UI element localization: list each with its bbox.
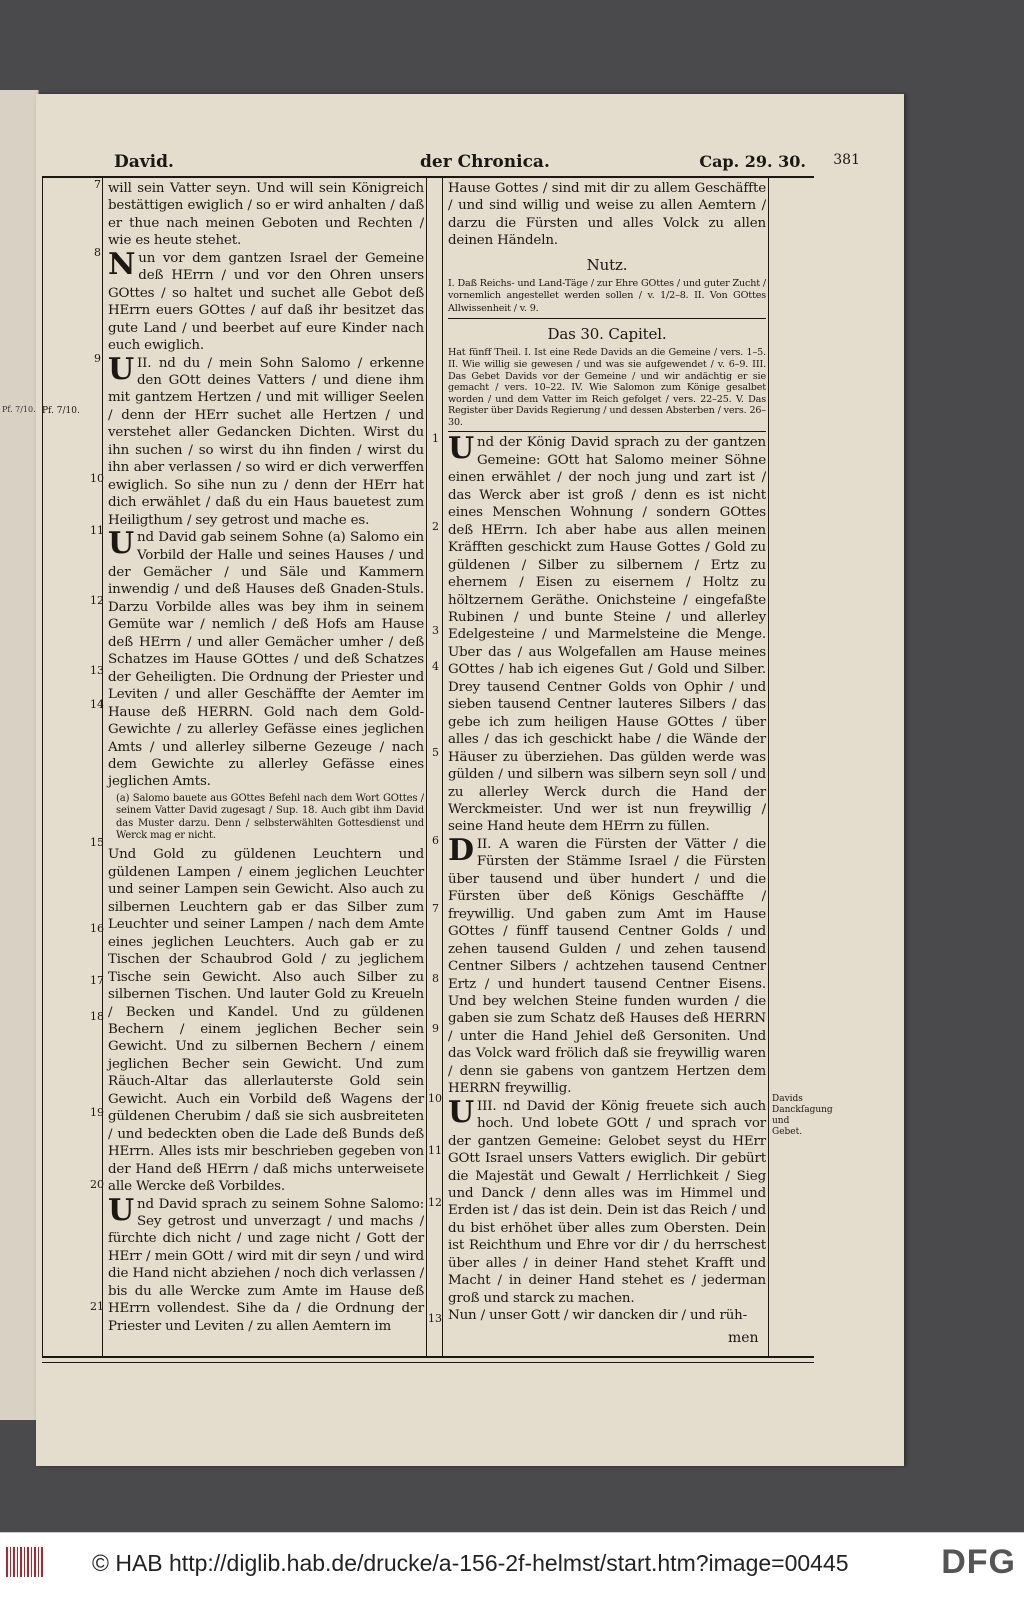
paragraph <box>108 1192 424 1336</box>
verse-number: 9 <box>432 1022 439 1035</box>
right-column-rule <box>768 176 769 1356</box>
source-link[interactable]: © HAB http://diglib.hab.de/drucke/a-156-2f-helmst/start.htm?image=00445 <box>92 1550 849 1576</box>
paragraph-text: nd der König David sprach zu der gantzen Gemeine: GOtt hat Salomo meiner Söhne einen erwählet / der noch jung und zart ist / das Werck aber ist groß / denn es ist nicht eines Menschen Wohnung / sondern GOttes deß HErrn. Ich aber habe aus allen meinen Kräfften geschickt zum Hause Gottes / Gold zu güldenen / Silber zu silbernem / Ertz zu ehernem / Eisen zu eisernem / Holtz zu höltzernem Geräthe. Onichsteine / eingefaßte Rubinen / und bunte Steine / und allerley Edelgesteine / und Marmelsteine die Menge. Uber das / aus Wolgefallen am Hause meines GOttes / hab ich eigenes Gut / Gold und Silber. Drey tausend Centner Golds von Ophir / und sieben tausend Centner lauteres Silbers / das gebe ich zum heiligen Hause GOttes / über alles / das ich geschickt habe / die Wände der Häuser zu überziehen. Das gülden werde was gülden / und silbern was silbern seyn soll / und zu allerley Werck durch die Hand der Werckmeister. Und wer ist nun freywillig / seine Hand heute dem HErrn zu füllen. <box>448 435 766 835</box>
chapter-heading: Das 30. Capitel. <box>547 325 667 344</box>
verse-number: 15 <box>90 836 104 849</box>
nutz-heading: Nutz. <box>586 255 628 274</box>
margin-reference: Pf. 7/10. <box>42 406 80 416</box>
hab-logo-icon <box>6 1547 44 1577</box>
verse-number: 16 <box>90 922 104 935</box>
header-chapter: Cap. 29. 30. <box>699 152 806 171</box>
verse-number: 21 <box>90 1300 104 1313</box>
verse-number: 1 <box>432 432 439 445</box>
paragraph-text: II. A waren die Fürsten der Vätter / die Fürsten der Stämme Israel / die Fürsten über tausend und über hundert / und die Fürsten über deß Königs Geschäffte / freywillig. Und gaben zum Amt im Hause GOttes / fünff tausend Centner Golds / und zehen tausend Gulden / und zehen tausend Centner Silbers / achtzehen tausend Centner Ertz / und hundert tausend Centner Eisens. Und bey welchen Steine funden wurden / die gaben sie zum Schatz deß Hauses deß HERRN / unter die Hand Jehiel deß Gersoniten. Und das Volck ward frölich daß sie freywillig waren / denn sie gabens von gantzem Hertzen dem HERRN freywillig. <box>448 836 766 1097</box>
section-divider <box>448 431 766 432</box>
footer-bar <box>0 1532 1024 1597</box>
initial-letter: D <box>448 832 474 868</box>
verse-number: 9 <box>94 352 101 365</box>
page-number: 381 <box>833 152 860 168</box>
verse-number: 18 <box>90 1010 104 1023</box>
paragraph-text: III. nd David der König freuete sich auch hoch. Und lobete GOtt / und sprach vor der gantzen Gemeine: Gelobet seyst du HErr GOtt Israel unsers Vatters ewiglich. Dir gebürt die Majestät und Gewalt / Herrlichkeit / Sieg und Danck / denn alles was im Himmel und Erden ist / das ist dein. Dein ist das Reich / und du bist erhöhet über alles zum Obersten. Dein ist Reichthum und Ehre vor dir / du herrschest über alles / in deiner Hand stehet Krafft und Macht / in deiner Hand stehet es / jederman groß und starck zu machen. <box>448 1098 766 1306</box>
side-note: Davids Danckſagung und Gebet. <box>772 1094 833 1137</box>
verse-number: 7 <box>94 178 101 191</box>
paragraph <box>108 351 424 530</box>
header-rule <box>42 176 814 178</box>
left-column <box>108 180 424 1335</box>
initial-letter: U <box>108 526 135 562</box>
verse-number: 2 <box>432 520 439 533</box>
footnote: (a) Salomo bauete aus GOttes Befehl nach dem Wort GOttes / seinem Vatter David zugesagt / Sup. 18. Auch gibt ihm David das Muster darzu. Denn / selbsterwählten Gottesdienst und Werck mag er nicht. <box>116 792 424 842</box>
verse-number: 20 <box>90 1178 104 1191</box>
paragraph: Hause Gottes / sind mit dir zu allem Geschäffte / und sind willig und weise zu allen Aemtern / darzu die Fürsten und alles Volck zu allen deinen Händeln. <box>448 181 766 249</box>
footer-rule-thin <box>42 1362 814 1363</box>
chapter-summary: Hat fünff Theil. I. Ist eine Rede Davids an die Gemeine / vers. 1–5. II. Wie willig sie gewesen / und was sie aufgewendet / v. 6–9. III. Das Gebet Davids vor der Gemeine / und wir andächtig er sie gemacht / vers. 10–22. IV. Wie Salomon zum Könige gesalbet worden / und dem Vatter im Reich gefolget / vers. 22–25. V. Das Register über Davids Regierung / und dessen Absterben / vers. 26–30. <box>448 347 766 428</box>
column-divider-right <box>442 176 443 1356</box>
verse-number: 14 <box>90 698 104 711</box>
paragraph <box>108 526 424 791</box>
verse-number: 8 <box>94 246 101 259</box>
verse-number: 11 <box>90 524 104 537</box>
paragraph-text: nd David sprach zu seinem Sohne Salomo: Sey getrost und unverzagt / und machs / fürchte dich nicht / und zage nicht / Gott der HErr / mein GOtt / wird mit dir seyn / und wird die Hand nicht abziehen / noch dich verlassen / bis du alle Wercke zum Amte im Hause deß HErrn vollendest. Sihe da / die Ordnung der Priester und Leviten / zu allen Aemtern im <box>108 1196 424 1334</box>
verse-number: 6 <box>432 834 439 847</box>
initial-letter: U <box>108 351 135 387</box>
paragraph <box>448 832 766 1098</box>
running-header <box>114 152 860 174</box>
paragraph: Nun / unser Gott / wir dancken dir / und rüh- <box>448 1308 748 1324</box>
verse-number: 11 <box>428 1144 442 1157</box>
initial-letter: U <box>448 431 475 467</box>
paragraph-text: un vor dem gantzen Israel der Gemeine deß HErrn / und vor den Ohren unsers GOttes / so haltet und suchet alle Gebot deß HErrn euers GOttes / auf daß ihr besitzet das gute Land / und beerbet auf eure Kinder nach euch ewiglich. <box>108 250 424 354</box>
nutz-text: I. Daß Reichs- und Land-Täge / zur Ehre GOttes / und guter Zucht / vornemlich angestellet werden sollen / v. 1/2–8. II. Von GOttes Allwissenheit / v. 9. <box>448 277 766 314</box>
previous-page-margin-ref: Pf. 7/10. <box>2 405 36 414</box>
header-left: David. <box>114 152 174 172</box>
paragraph <box>108 246 424 355</box>
page <box>36 94 904 1466</box>
verse-number: 13 <box>428 1312 442 1325</box>
verse-number: 7 <box>432 902 439 915</box>
verse-number: 12 <box>90 594 104 607</box>
section-divider <box>448 318 766 319</box>
right-column <box>448 180 766 1325</box>
verse-number: 4 <box>432 660 439 673</box>
verse-number: 3 <box>432 624 439 637</box>
verse-number: 10 <box>90 472 104 485</box>
paragraph <box>448 431 766 835</box>
initial-letter: U <box>108 1192 135 1228</box>
paragraph-text: II. nd du / mein Sohn Salomo / erkenne den GOtt deines Vatters / und diene ihm mit gantzem Hertzen / und mit williger Seelen / denn der HErr suchet alle Hertzen / und verstehet aller Gedancken Dichten. Wirst du ihn suchen / so wirst du ihn finden / wirst du ihn aber verlassen / so wird er dich verwerffen ewiglich. So sihe nun zu / denn der HErr hat dich erwählet / daß du ein Haus bauetest zum Heiligthum / sey getrost und mache es. <box>108 355 424 528</box>
paragraph-text: nd David gab seinem Sohne (a) Salomo ein Vorbild der Halle und seines Hauses / und der Gemächer / und Säle und Kammern inwendig / und deß Hauses deß Gnaden-Stuls. Darzu Vorbilde alles was bey ihm in seinem Gemüte war / nemlich / deß Hofs am Hause deß HErrn / und aller Gemächer umher / deß Schatzes im Hause GOttes / und deß Schatzes der Geheiligten. Die Ordnung der Priester und Leviten / und aller Geschäffte der Aemter im Hause deß HERRN. Gold nach dem Gold-Gewichte / zu allerley Gefässe eines jeglichen Amts / und allerley silberne Gezeuge / nach dem Gewichte zu allerley Gefässe eines jeglichen Amts. <box>108 530 424 790</box>
dfg-logo: DFG <box>941 1543 1016 1581</box>
header-center: der Chronica. <box>420 152 550 172</box>
outer-left-rule <box>42 176 43 1356</box>
verse-number: 17 <box>90 974 104 987</box>
footer-rule <box>42 1356 814 1358</box>
previous-page-edge <box>0 90 39 1420</box>
verse-number: 12 <box>428 1196 442 1209</box>
verse-number: 19 <box>90 1106 104 1119</box>
paragraph: will sein Vatter seyn. Und will sein Königreich bestättigen ewiglich / so er wird anhalten / daß er thue nach meinen Geboten und Rechten / wie es heute stehet. <box>108 181 424 249</box>
verse-number: 13 <box>90 664 104 677</box>
verse-number: 8 <box>432 972 439 985</box>
paragraph: Und Gold zu güldenen Leuchtern und güldenen Lampen / einem jeglichen Leuchter und seiner Lampen sein Gewicht. Also auch zu silbernen Leuchtern gab er das Silber zum Leuchter und seiner Lampen / nach dem Amte eines jeglichen Leuchters. Auch gab er zu Tischen der Schaubrod Gold / zu jeglichem Tische sein Gewicht. Also auch Silber zu silbernen Tischen. Und lauter Gold zu Kreueln / Becken und Kandel. Und zu güldenen Bechern / einem jeglichen Becher sein Gewicht. Und zu silbernen Bechern / einem jeglichen Becher sein Gewicht. Und zum Räuch-Altar das allerlauterste Gold sein Gewicht. Auch ein Vorbild deß Wagens der güldenen Cherubim / daß sie sich ausbreiteten / und bedeckten oben die Lade deß Bunds deß HErrn. Alles ists mir beschrieben gegeben von der Hand deß HErrn / daß michs unterweisete alle Wercke deß Vorbildes. <box>108 847 424 1195</box>
verse-number: 5 <box>432 746 439 759</box>
column-divider-left <box>426 176 427 1356</box>
initial-letter: U <box>448 1094 475 1130</box>
catchword: men <box>728 1330 759 1346</box>
initial-letter: N <box>108 246 136 282</box>
paragraph <box>448 1094 766 1307</box>
verse-number: 10 <box>428 1092 442 1105</box>
